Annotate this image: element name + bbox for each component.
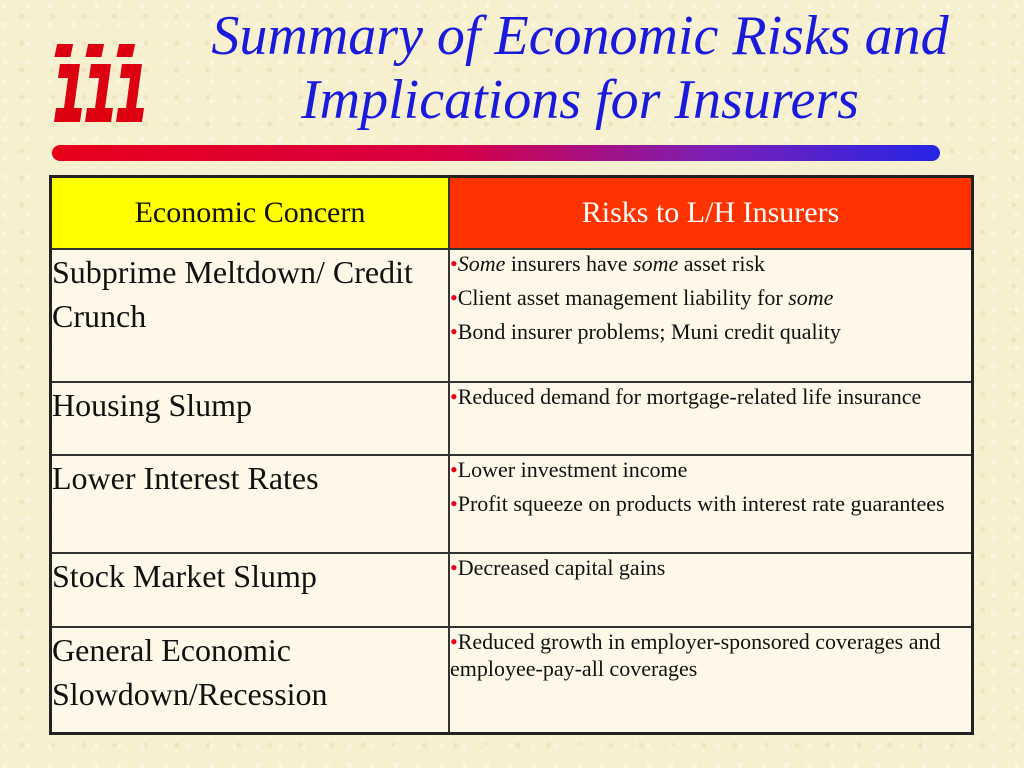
risk-emphasis: some [633, 251, 679, 276]
bullet-marker: • [450, 251, 458, 276]
iii-logo [52, 40, 152, 130]
bullet-marker: • [450, 491, 458, 516]
concern-cell: General Economic Slowdown/Recession [51, 627, 450, 733]
bullet-marker: • [450, 285, 458, 310]
table-row [51, 249, 973, 382]
title-line-2: Implications for Insurers [301, 69, 859, 131]
risk-bullet [450, 490, 971, 517]
risk-text: Bond insurer problems; Muni credit quality [457, 319, 841, 344]
risk-cell [449, 553, 973, 627]
bullet-marker: • [450, 384, 458, 409]
table-header-row [51, 177, 973, 250]
risk-cell [449, 382, 973, 455]
risk-bullet [450, 284, 971, 311]
risks-table [49, 175, 974, 735]
risk-cell [449, 455, 973, 553]
risk-bullet [450, 554, 971, 581]
bullet-marker: • [450, 629, 458, 654]
title-line-1: Summary of Economic Risks and [211, 5, 949, 67]
concern-cell: Stock Market Slump [51, 553, 450, 627]
table-row [51, 382, 973, 455]
table-row [51, 455, 973, 553]
bullet-marker: • [450, 555, 458, 580]
risk-text: Client asset management liability for [457, 285, 789, 310]
risk-emphasis: some [788, 285, 834, 310]
concern-cell: Housing Slump [51, 382, 450, 455]
risk-text: Lower investment income [457, 457, 688, 482]
header-economic-concern: Economic Concern [51, 177, 450, 250]
bullet-marker: • [450, 319, 458, 344]
risk-cell [449, 627, 973, 733]
risk-bullet [450, 318, 971, 345]
gradient-divider [52, 145, 940, 161]
risk-bullet [450, 383, 971, 410]
risk-bullet [450, 628, 971, 682]
risk-text: Reduced growth in employer-sponsored coverages and employee-pay-all coverages [450, 629, 941, 681]
bullet-marker: • [450, 457, 458, 482]
risk-cell [449, 249, 973, 382]
concern-cell: Subprime Meltdown/ Credit Crunch [51, 249, 450, 382]
header-risks: Risks to L/H Insurers [449, 177, 973, 250]
concern-cell: Lower Interest Rates [51, 455, 450, 553]
page-title [160, 4, 1000, 132]
risk-text: Reduced demand for mortgage-related life insurance [457, 384, 922, 409]
risk-text: asset risk [678, 251, 766, 276]
risk-text: Decreased capital gains [457, 555, 666, 580]
table-row [51, 627, 973, 733]
risk-text: insurers have [505, 251, 634, 276]
risk-bullet [450, 250, 971, 277]
table-row [51, 553, 973, 627]
risk-text: Profit squeeze on products with interest rate guarantees [457, 491, 945, 516]
risk-bullet [450, 456, 971, 483]
risk-emphasis: Some [457, 251, 506, 276]
